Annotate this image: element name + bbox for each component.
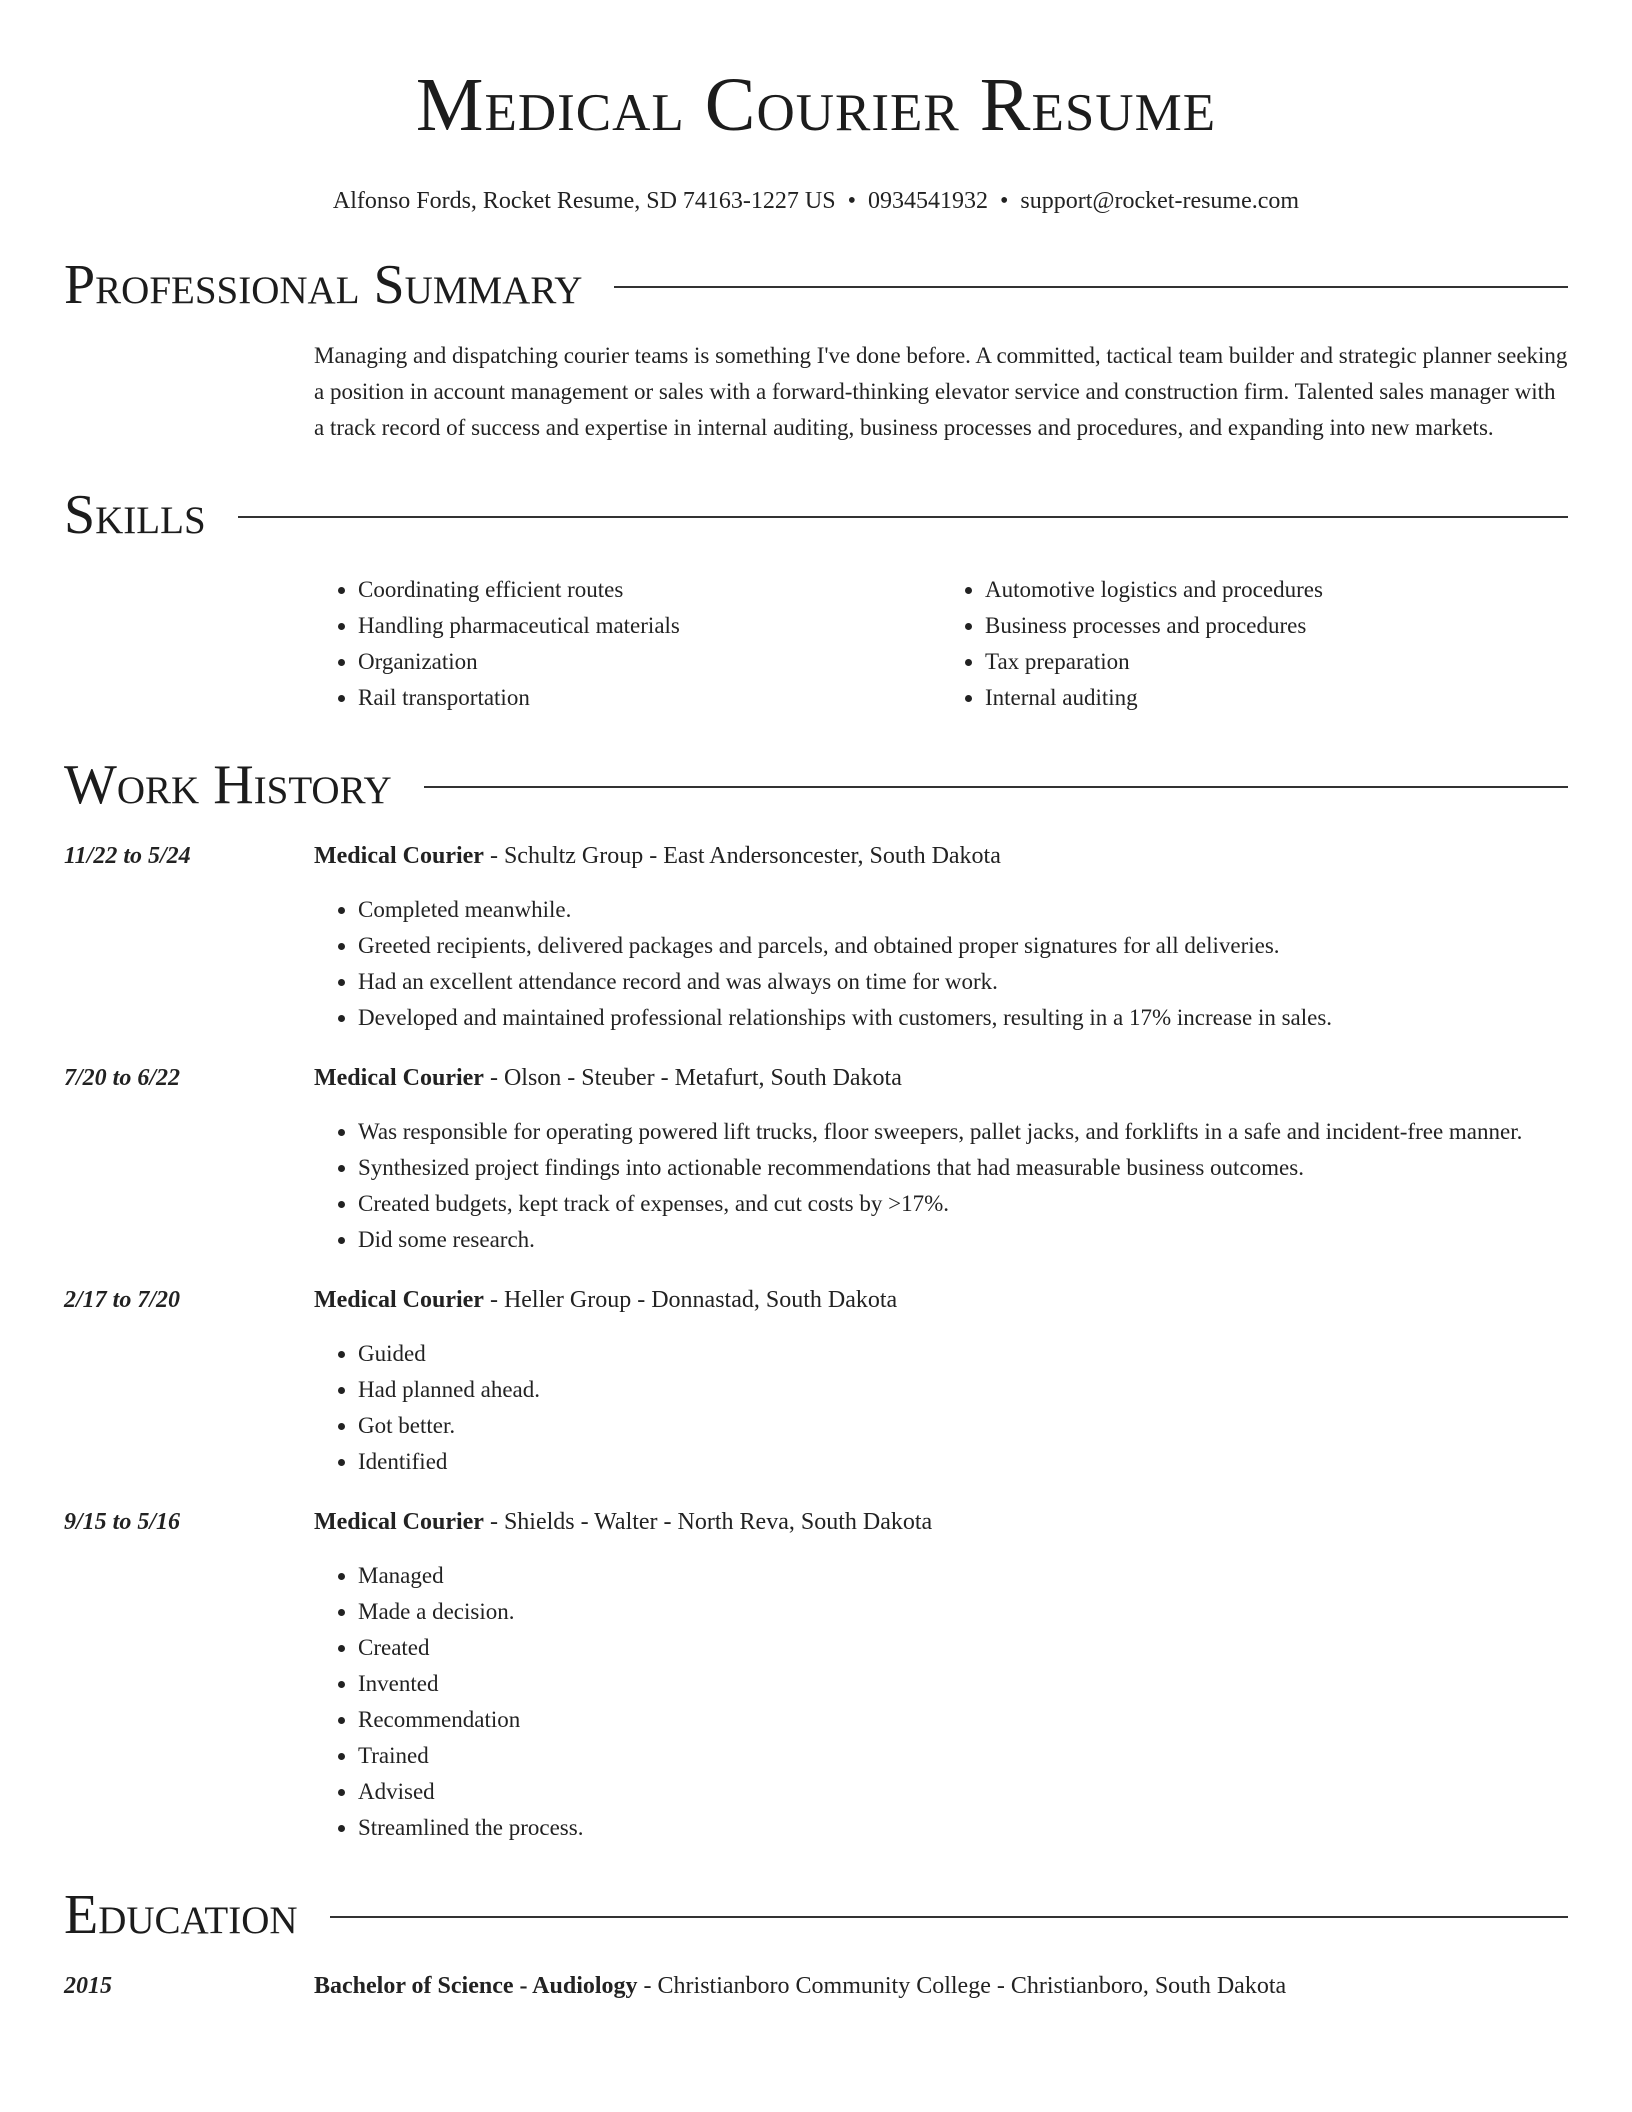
job-title: Medical Courier <box>314 843 484 869</box>
job-entry <box>64 1060 1568 1258</box>
job-bullets <box>314 892 1568 1036</box>
section-work-header <box>64 754 1568 816</box>
job-bullet: • Streamlined the process. <box>358 1810 1568 1846</box>
job-details: - Heller Group - Donnastad, South Dakota <box>483 1287 898 1313</box>
job-bullet: • Completed meanwhile. <box>358 892 1568 928</box>
job-bullet: • Developed and maintained professional relationships with customers, resulting in a 17% increase in sales. <box>358 1000 1568 1036</box>
job-bullet: • Made a decision. <box>358 1594 1568 1630</box>
resume-title: Medical Courier Resume <box>415 63 1217 147</box>
section-title: Education <box>64 1884 298 1946</box>
education-details: - Christianboro Community College - Christianboro, South Dakota <box>637 1973 1287 1999</box>
contact-line <box>64 186 1568 216</box>
section-title: Skills <box>64 484 206 546</box>
job-bullet: • Trained <box>358 1738 1568 1774</box>
summary-spacer <box>64 338 314 446</box>
section-divider <box>614 286 1568 288</box>
skill-item: • Business processes and procedures <box>985 608 1568 644</box>
job-heading <box>314 1060 1568 1096</box>
education-year: 2015 <box>64 1973 112 1999</box>
skill-item: • Internal auditing <box>985 680 1568 716</box>
section-divider <box>424 786 1568 788</box>
job-bullet: • Managed <box>358 1558 1568 1594</box>
job-bullet: • Was responsible for operating powered lift trucks, floor sweepers, pallet jacks, and forklifts in a safe and incident-free manner. <box>358 1114 1568 1150</box>
job-entry <box>64 838 1568 1036</box>
job-dates: 11/22 to 5/24 <box>64 843 191 869</box>
section-divider <box>330 1916 1568 1918</box>
job-heading <box>314 1282 1568 1318</box>
job-details: - Schultz Group - East Andersoncester, South Dakota <box>483 843 1001 869</box>
contact-phone: 0934541932 <box>867 188 988 214</box>
job-entry <box>64 1282 1568 1480</box>
section-summary-header <box>64 254 1568 316</box>
section-title: Professional Summary <box>64 254 583 316</box>
job-heading <box>314 1504 1568 1540</box>
contact-separator: • <box>999 188 1009 214</box>
job-bullet: • Invented <box>358 1666 1568 1702</box>
job-dates: 7/20 to 6/22 <box>64 1065 181 1091</box>
skills-list-right <box>941 572 1568 716</box>
skill-item: • Rail transportation <box>358 680 941 716</box>
job-bullet: • Created <box>358 1630 1568 1666</box>
job-bullet: • Had planned ahead. <box>358 1372 1568 1408</box>
job-bullet: • Had an excellent attendance record and was always on time for work. <box>358 964 1568 1000</box>
job-bullets <box>314 1558 1568 1846</box>
job-dates: 2/17 to 7/20 <box>64 1287 181 1313</box>
skills-spacer <box>64 572 314 716</box>
skills-list-left <box>314 572 941 716</box>
section-education-header <box>64 1884 1568 1946</box>
education-entry <box>64 1968 1568 2004</box>
job-bullet: • Got better. <box>358 1408 1568 1444</box>
job-dates: 9/15 to 5/16 <box>64 1509 181 1535</box>
job-title: Medical Courier <box>314 1065 484 1091</box>
job-bullet: • Created budgets, kept track of expenses, and cut costs by >17%. <box>358 1186 1568 1222</box>
job-bullets <box>314 1114 1568 1258</box>
skill-item: • Tax preparation <box>985 644 1568 680</box>
contact-address: Alfonso Fords, Rocket Resume, SD 74163-1227 US <box>332 188 836 214</box>
contact-separator: • <box>847 188 856 214</box>
job-heading <box>314 838 1568 874</box>
job-details: - Shields - Walter - North Reva, South Dakota <box>483 1509 933 1535</box>
skill-item: • Organization <box>358 644 941 680</box>
job-title: Medical Courier <box>314 1509 484 1535</box>
job-title: Medical Courier <box>314 1287 484 1313</box>
job-bullet: • Advised <box>358 1774 1568 1810</box>
summary-text: Managing and dispatching courier teams is something I've done before. A committed, tactical team builder and strategic planner seeking a position in account management or sales with a forward-thinking elevator service and construction firm. Talented sales manager with a track record of success and expertise in internal auditing, business processes and procedures, and expanding into new markets. <box>314 343 1568 440</box>
job-entry <box>64 1504 1568 1846</box>
contact-email: support@rocket-resume.com <box>1020 188 1300 214</box>
job-bullet: • Greeted recipients, delivered packages and parcels, and obtained proper signatures for all deliveries. <box>358 928 1568 964</box>
education-degree: Bachelor of Science - Audiology <box>314 1973 638 1999</box>
section-skills-header <box>64 484 1568 546</box>
job-bullet: • Identified <box>358 1444 1568 1480</box>
job-bullet: • Did some research. <box>358 1222 1568 1258</box>
skills-block <box>64 572 1568 716</box>
skill-item: • Coordinating efficient routes <box>358 572 941 608</box>
section-divider <box>238 516 1568 518</box>
section-title: Work History <box>64 754 392 816</box>
summary-block <box>64 338 1568 446</box>
job-bullets <box>314 1336 1568 1480</box>
job-bullet: • Synthesized project findings into actionable recommendations that had measurable business outcomes. <box>358 1150 1568 1186</box>
skill-item: • Handling pharmaceutical materials <box>358 608 941 644</box>
job-details: - Olson - Steuber - Metafurt, South Dakota <box>483 1065 902 1091</box>
job-bullet: • Recommendation <box>358 1702 1568 1738</box>
skill-item: • Automotive logistics and procedures <box>985 572 1568 608</box>
job-bullet: • Guided <box>358 1336 1568 1372</box>
